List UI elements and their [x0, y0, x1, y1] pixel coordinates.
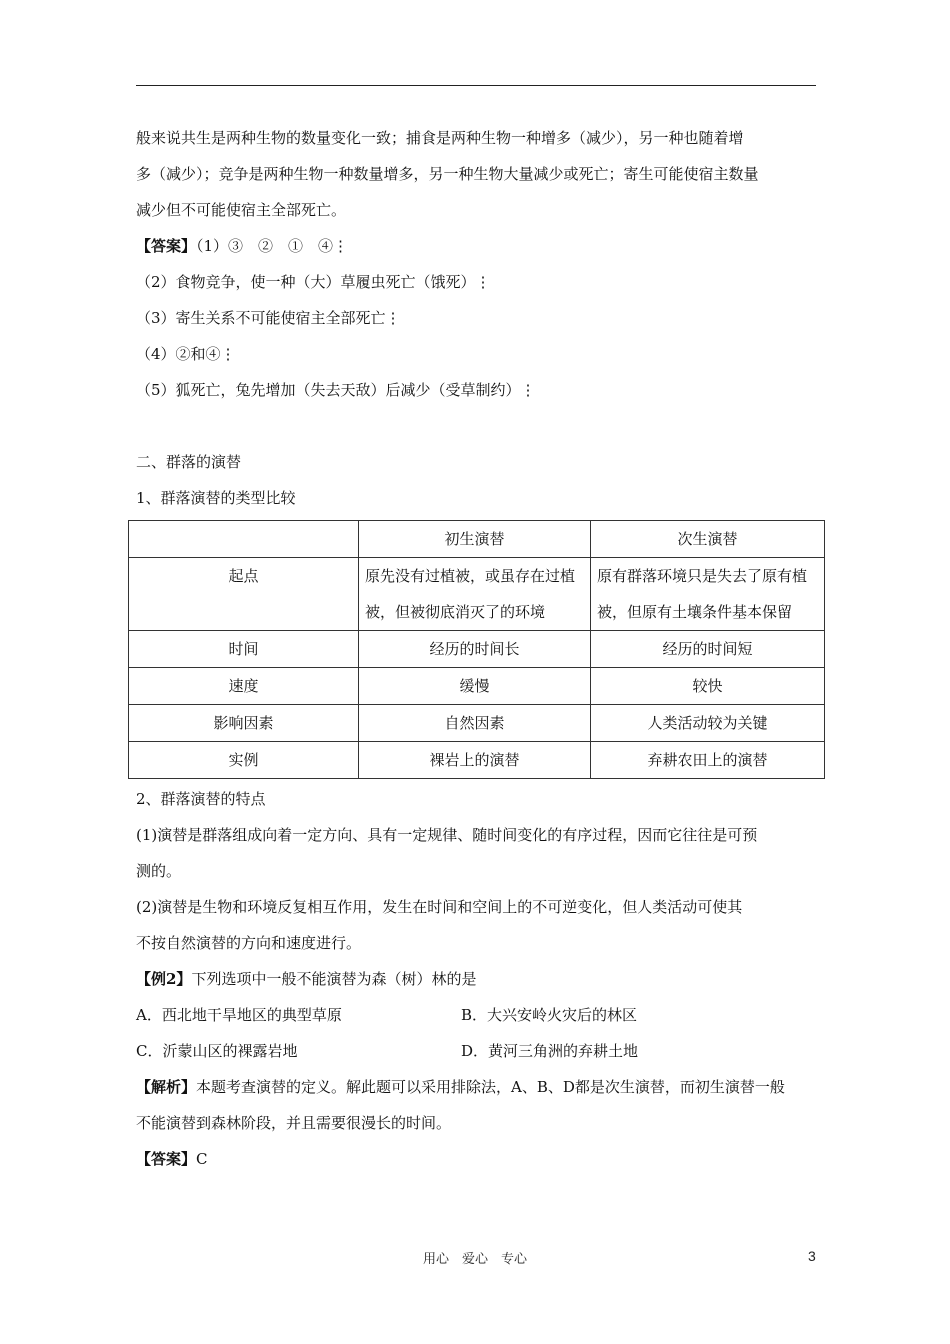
table-row [129, 558, 825, 631]
page-content [136, 120, 826, 1177]
table-header-cell: 次生演替 [591, 521, 825, 558]
answer-1-part-1: （1）③ ② ① ④⋮ [196, 237, 349, 255]
table-header-cell: 初生演替 [359, 521, 591, 558]
row-label: 影响因素 [129, 705, 359, 742]
subsection-1-title: 1、群落演替的类型比较 [136, 489, 296, 507]
answer-1-part-3: （3）寄生关系不可能使宿主全部死亡⋮ [136, 309, 401, 327]
options-row-2 [136, 1033, 826, 1069]
analysis-line-3: 减少但不可能使宿主全部死亡。 [136, 201, 347, 219]
feature-2-line-1: (2)演替是生物和环境反复相互作用，发生在时间和空间上的不可逆变化，但人类活动可使其 [136, 898, 743, 916]
secondary-cell: 较快 [591, 668, 825, 705]
subsection-2-title: 2、群落演替的特点 [136, 790, 266, 808]
succession-comparison-table [128, 520, 825, 779]
row-label: 起点 [129, 558, 359, 631]
primary-cell: 自然因素 [359, 705, 591, 742]
primary-cell: 经历的时间长 [359, 631, 591, 668]
option-b: B．大兴安岭火灾后的林区 [461, 1006, 638, 1024]
option-a: A．西北地干旱地区的典型草原 [136, 1006, 342, 1024]
answer-2-value: C [196, 1150, 208, 1168]
page-number: 3 [808, 1248, 816, 1264]
example-label: 【例2】 [136, 970, 192, 988]
answer-1-part-2: （2）食物竞争，使一种（大）草履虫死亡（饿死）⋮ [136, 273, 491, 291]
option-d: D．黄河三角洲的弃耕土地 [461, 1042, 639, 1060]
table-header-row [129, 521, 825, 558]
option-c: C．沂蒙山区的裸露岩地 [136, 1042, 298, 1060]
answer-1-part-5: （5）狐死亡，兔先增加（失去天敌）后减少（受草制约）⋮ [136, 381, 536, 399]
example-question-text: 下列选项中一般不能演替为森（树）林的是 [191, 970, 477, 988]
section-title: 二、群落的演替 [136, 453, 242, 471]
primary-cell: 缓慢 [359, 668, 591, 705]
answer-2-label: 【答案】 [136, 1150, 197, 1168]
table-row [129, 705, 825, 742]
feature-2-line-2: 不按自然演替的方向和速度进行。 [136, 934, 362, 952]
analysis-line-b: 不能演替到森林阶段，并且需要很漫长的时间。 [136, 1114, 452, 1132]
secondary-cell: 弃耕农田上的演替 [591, 742, 825, 779]
feature-1-line-2: 测的。 [136, 862, 182, 880]
secondary-cell: 经历的时间短 [591, 631, 825, 668]
header-rule [136, 85, 816, 86]
table-row [129, 668, 825, 705]
row-label: 速度 [129, 668, 359, 705]
analysis-line-a [136, 1069, 826, 1105]
footer-motto: 用心 爱心 专心 [422, 1252, 527, 1267]
spacer [136, 408, 826, 444]
primary-cell: 原先没有过植被，或虽存在过植被，但被彻底消灭了的环境 [359, 558, 591, 631]
answer-1-part-4: （4）②和④⋮ [136, 345, 236, 363]
analysis-line-2: 多（减少）；竞争是两种生物一种数量增多，另一种生物大量减少或死亡；寄生可能使宿主数量 [136, 165, 759, 183]
answer-1-line [136, 228, 826, 264]
table-row [129, 742, 825, 779]
answer-label: 【答案】 [136, 237, 197, 255]
feature-1-line-1: (1)演替是群落组成向着一定方向、具有一定规律、随时间变化的有序过程，因而它往往是可预 [136, 826, 758, 844]
primary-cell: 裸岩上的演替 [359, 742, 591, 779]
row-label: 时间 [129, 631, 359, 668]
example-2-question [136, 961, 826, 997]
secondary-cell: 人类活动较为关键 [591, 705, 825, 742]
secondary-cell: 原有群落环境只是失去了原有植被，但原有土壤条件基本保留 [591, 558, 825, 631]
analysis-label: 【解析】 [136, 1078, 197, 1096]
table-header-cell [129, 521, 359, 558]
options-row-1 [136, 997, 826, 1033]
answer-2-line [136, 1141, 826, 1177]
analysis-text-1: 本题考查演替的定义。解此题可以采用排除法，A、B、D都是次生演替，而初生演替一般 [196, 1078, 785, 1096]
analysis-line-1: 般来说共生是两种生物的数量变化一致；捕食是两种生物一种增多（减少），另一种也随着增 [136, 129, 744, 147]
table-row [129, 631, 825, 668]
row-label: 实例 [129, 742, 359, 779]
